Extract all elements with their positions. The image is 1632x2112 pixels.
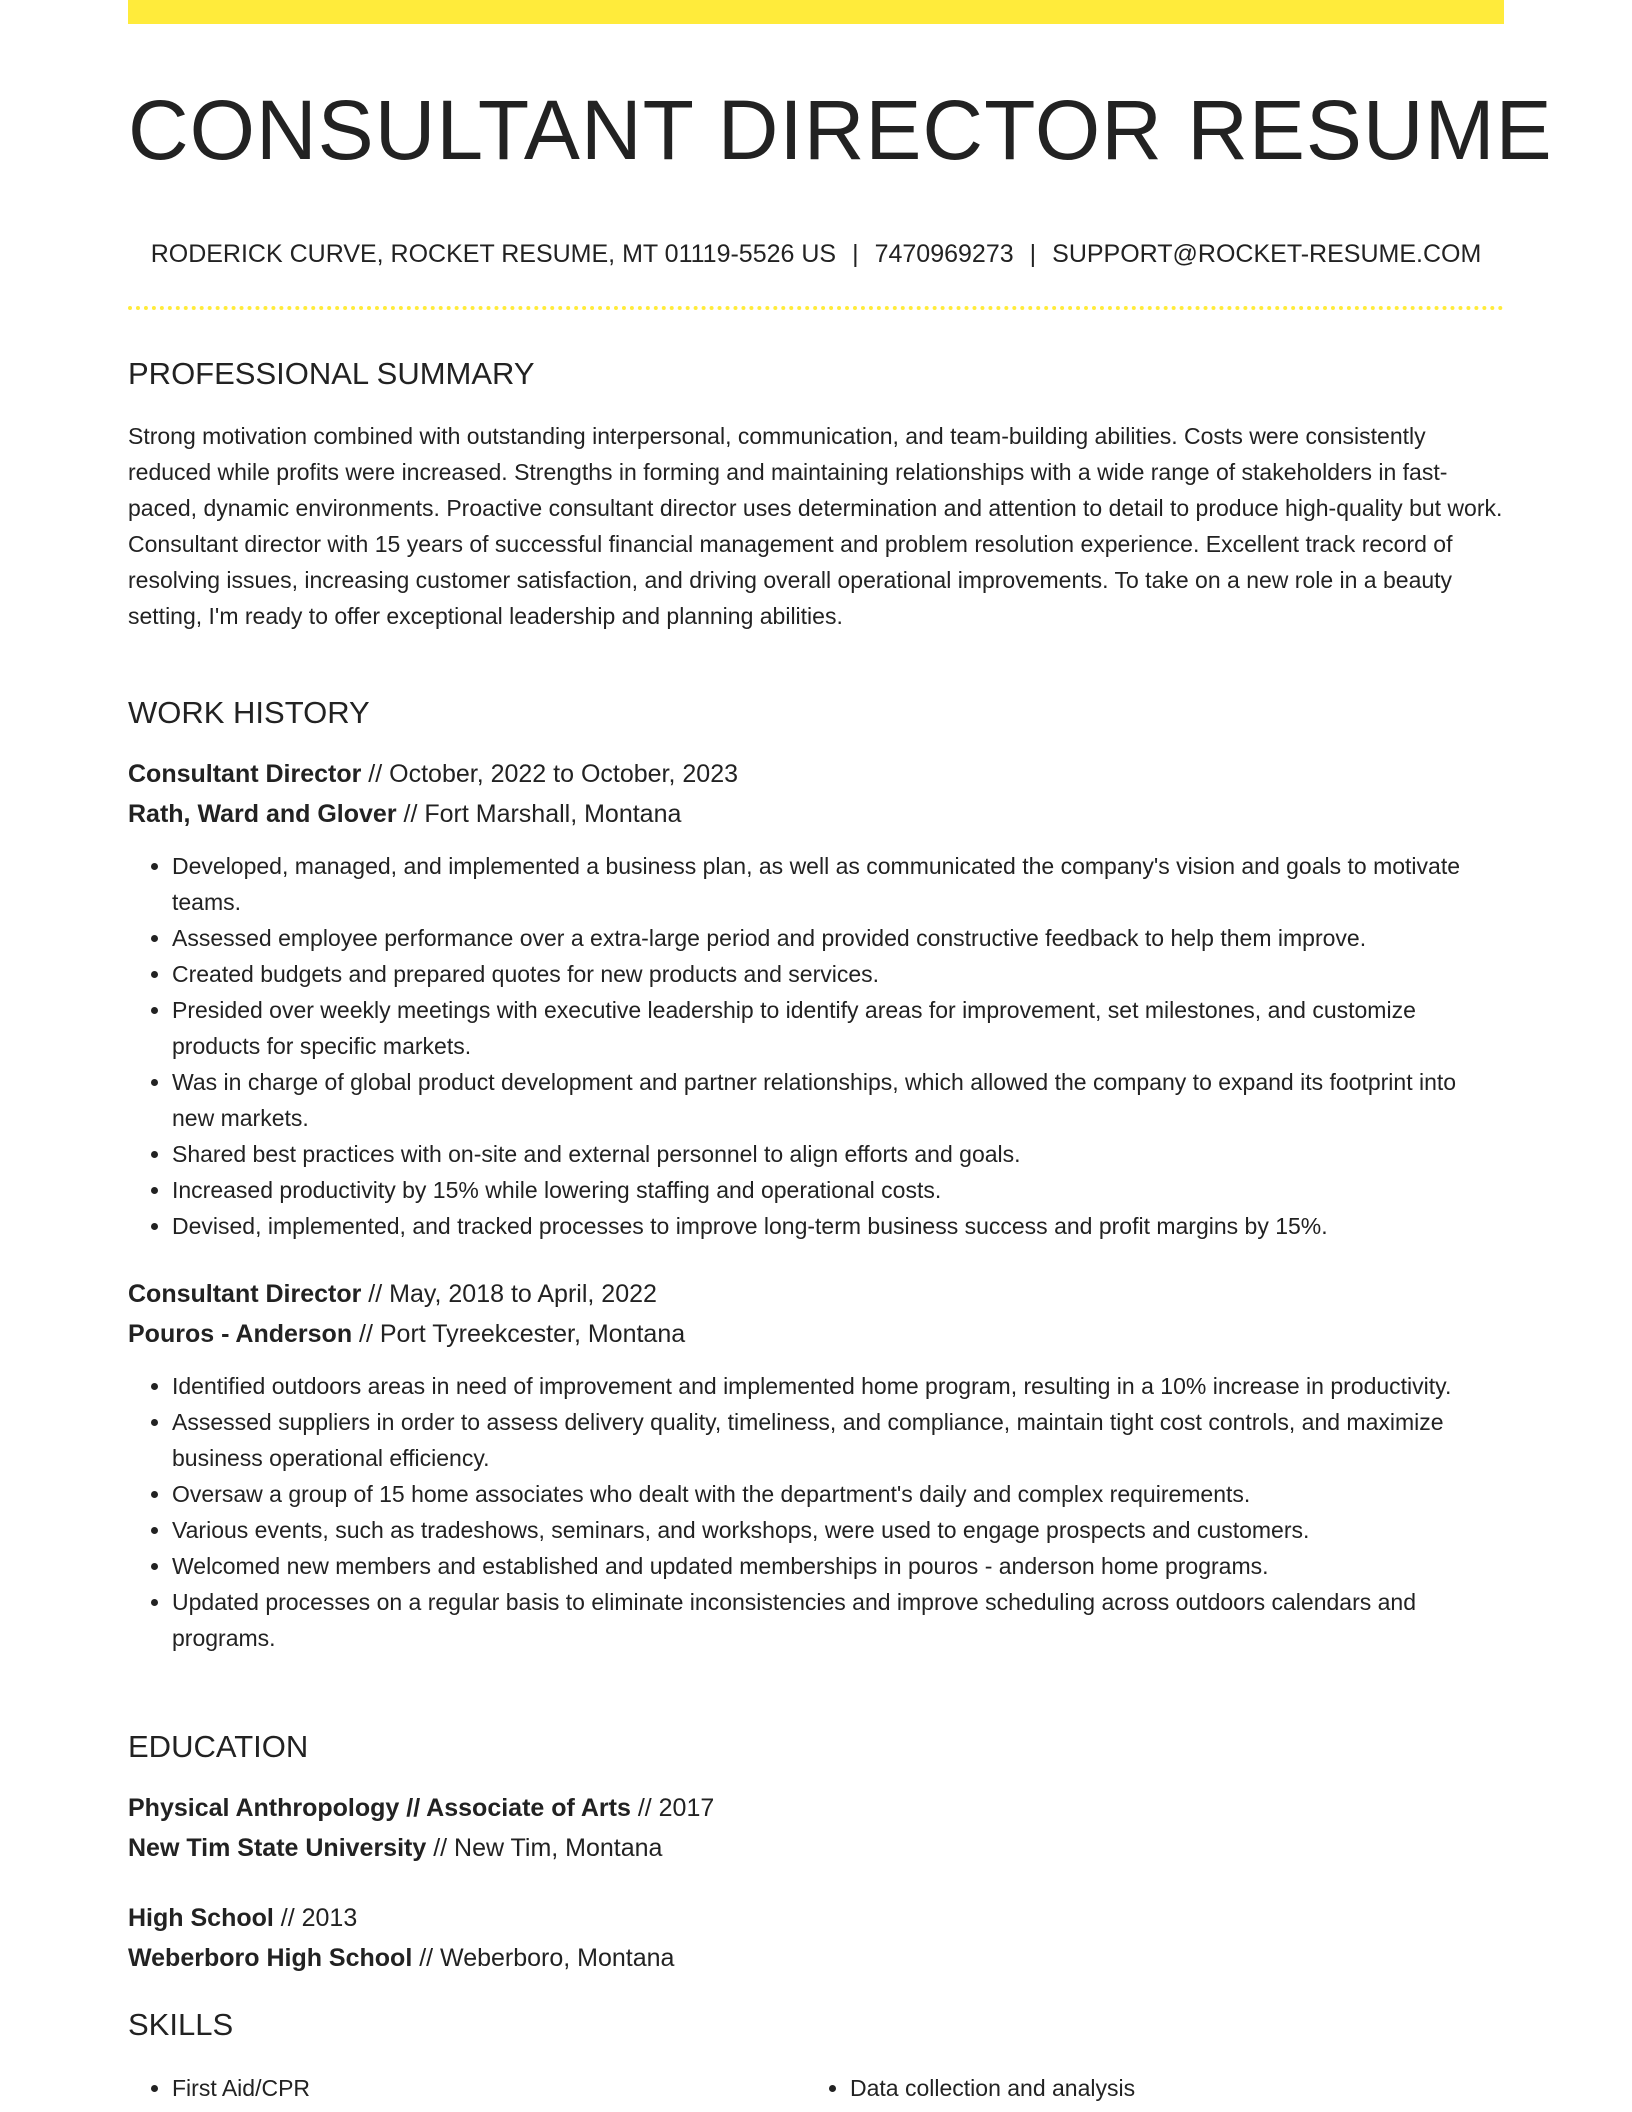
skills-heading: SKILLS xyxy=(128,2007,234,2042)
contact-separator: | xyxy=(852,240,859,268)
skills-list-left xyxy=(128,2070,808,2106)
job-title: Consultant Director xyxy=(128,1280,362,1308)
contact-line xyxy=(128,236,1504,272)
job-location: // Fort Marshall, Montana xyxy=(396,800,682,828)
education-school: New Tim State University xyxy=(128,1834,427,1862)
list-item: • Welcomed new members and established and updated memberships in pouros - anderson home programs. xyxy=(172,1548,1504,1584)
list-item: • Developed, managed, and implemented a business plan, as well as communicated the company's vision and goals to motivate teams. xyxy=(172,848,1504,920)
education-degree-line xyxy=(128,1788,714,1828)
job-dates: // May, 2018 to April, 2022 xyxy=(361,1280,657,1308)
skill-item: • First Aid/CPR xyxy=(172,2070,808,2106)
contact-phone: 7470969273 xyxy=(874,240,1014,268)
list-item: • Identified outdoors areas in need of improvement and implemented home program, resulting in a 10% increase in productivity. xyxy=(172,1368,1504,1404)
list-item: • Increased productivity by 15% while lowering staffing and operational costs. xyxy=(172,1172,1504,1208)
list-item: • Assessed suppliers in order to assess delivery quality, timeliness, and compliance, maintain tight cost controls, and maximize business operational efficiency. xyxy=(172,1404,1504,1476)
job-title-line xyxy=(128,1274,657,1314)
education-location: // Weberboro, Montana xyxy=(412,1944,675,1972)
education-school: Weberboro High School xyxy=(128,1944,413,1972)
job-title-line xyxy=(128,754,738,794)
education-location: // New Tim, Montana xyxy=(426,1834,663,1862)
skills-list-right xyxy=(806,2070,1486,2106)
education-school-line xyxy=(128,1828,662,1868)
job-location: // Port Tyreekcester, Montana xyxy=(352,1320,686,1348)
job-company: Rath, Ward and Glover xyxy=(128,800,397,828)
skill-item: • Data collection and analysis xyxy=(850,2070,1486,2106)
job-dates: // October, 2022 to October, 2023 xyxy=(361,760,738,788)
list-item: • Devised, implemented, and tracked processes to improve long-term business success and profit margins by 15%. xyxy=(172,1208,1504,1244)
education-year: // 2013 xyxy=(273,1904,358,1932)
education-degree: High School xyxy=(128,1904,274,1932)
contact-address: RODERICK CURVE, ROCKET RESUME, MT 01119-5526 US xyxy=(150,240,837,268)
job-bullet-list xyxy=(128,1368,1504,1656)
job-company-line xyxy=(128,794,681,834)
job-bullet-list xyxy=(128,848,1504,1244)
list-item: • Assessed employee performance over a extra-large period and provided constructive feedback to help them improve. xyxy=(172,920,1504,956)
summary-text: Strong motivation combined with outstanding interpersonal, communication, and team-building abilities. Costs were consistently reduced while profits were increased. Strengths in forming and maintaining relationships with a wide range of stakeholders in fast-paced, dynamic environments. Proactive consultant director uses determination and attention to detail to produce high-quality but work. Consultant director with 15 years of successful financial management and problem resolution experience. Excellent track record of resolving issues, increasing customer satisfaction, and driving overall operational improvements. To take on a new role in a beauty setting, I'm ready to offer exceptional leadership and planning abilities. xyxy=(128,423,1503,629)
education-heading: EDUCATION xyxy=(128,1729,309,1764)
list-item: • Created budgets and prepared quotes for new products and services. xyxy=(172,956,1504,992)
summary-heading: PROFESSIONAL SUMMARY xyxy=(128,356,535,391)
accent-top-bar xyxy=(128,0,1504,24)
list-item: • Was in charge of global product development and partner relationships, which allowed the company to expand its footprint into new markets. xyxy=(172,1064,1504,1136)
job-company: Pouros - Anderson xyxy=(128,1320,353,1348)
contact-separator: | xyxy=(1029,240,1037,268)
resume-page xyxy=(128,0,1553,2112)
list-item: • Shared best practices with on-site and external personnel to align efforts and goals. xyxy=(172,1136,1504,1172)
contact-email: SUPPORT@ROCKET-RESUME.COM xyxy=(1052,240,1482,268)
list-item: • Presided over weekly meetings with executive leadership to identify areas for improvement, set milestones, and customize products for specific markets. xyxy=(172,992,1504,1064)
resume-title: CONSULTANT DIRECTOR RESUME xyxy=(128,83,1553,177)
job-title: Consultant Director xyxy=(128,760,362,788)
list-item: • Updated processes on a regular basis to eliminate inconsistencies and improve scheduling across outdoors calendars and programs. xyxy=(172,1584,1504,1656)
job-company-line xyxy=(128,1314,685,1354)
education-school-line xyxy=(128,1938,674,1978)
education-degree: Physical Anthropology // Associate of Arts xyxy=(128,1794,631,1822)
list-item: • Oversaw a group of 15 home associates who dealt with the department's daily and complex requirements. xyxy=(172,1476,1504,1512)
list-item: • Various events, such as tradeshows, seminars, and workshops, were used to engage prospects and customers. xyxy=(172,1512,1504,1548)
education-degree-line xyxy=(128,1898,357,1938)
work-history-heading: WORK HISTORY xyxy=(128,695,370,730)
header-divider xyxy=(128,306,1504,310)
education-year: // 2017 xyxy=(630,1794,715,1822)
